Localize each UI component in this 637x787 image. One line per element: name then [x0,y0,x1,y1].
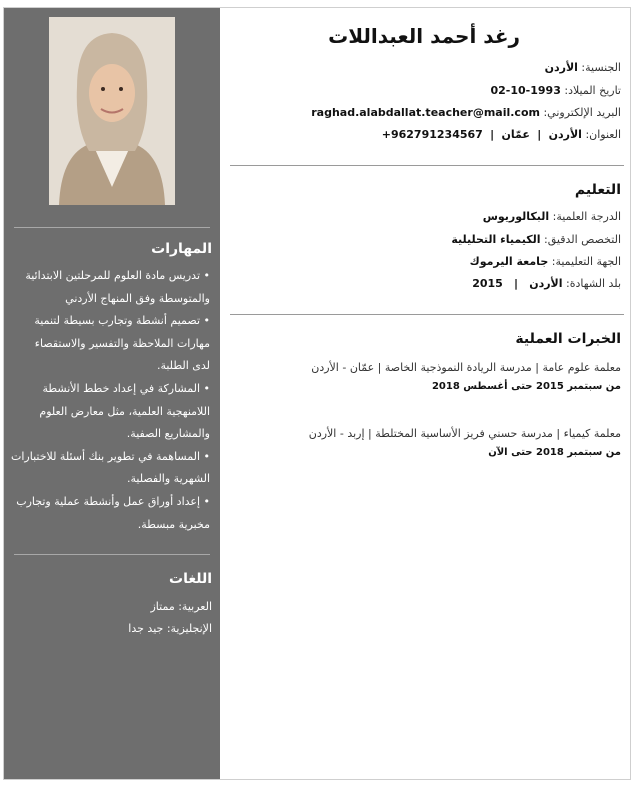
experience-date: من سبتمبر 2018 حتى الآن [488,447,621,458]
skill-item [10,491,210,536]
language-item: العربية: ممتاز [150,600,212,613]
institution-label: الجهة التعليمية: [551,255,621,268]
skill-line: الشهرية والفصلية. [127,472,210,486]
birth-label: تاريخ الميلاد: [564,84,621,97]
languages-title: اللغات [169,571,212,587]
experience-role: معلمة كيمياء | مدرسة حسني فريز الأساسية المختلطة | إربد - الأردن [308,427,621,440]
skill-line: • تدريس مادة العلوم للمرحلتين الابتدائية [25,269,210,282]
skill-line: والمتوسطة وفق المنهاج الأردني [65,291,210,305]
skill-item [10,446,210,491]
address-row: العنوان: الأردن | عمّان | +962791234567 [381,128,621,141]
sidebar [4,8,220,779]
skill-item [10,378,210,446]
degree-value: البكالوريوس [482,210,550,223]
certificate-country-label: بلد الشهادة: [566,277,621,290]
major-label: التخصص الدقيق: [544,233,621,246]
major-row [223,233,621,246]
degree-row [223,210,621,223]
skills-title: المهارات [151,241,212,257]
language-item: الإنجليزية: جيد جدا [128,622,212,635]
nationality-value: الأردن [544,61,578,74]
profile-photo-illustration [49,17,175,205]
skill-line: • المساهمة في تطوير بنك أسئلة للاختبارات [11,449,210,463]
skill-line: والمشاريع الصفية. [126,427,210,441]
birth-row [223,84,621,97]
skill-item [10,310,210,378]
birth-value: 1993-10-02 [490,84,561,97]
skill-line: مهارات الملاحظة والتفسير والاستقصاء [34,336,210,350]
experience-role: معلمة علوم عامة | مدرسة الريادة النموذجية الخاصة | عمّان - الأردن [311,361,621,374]
cv-page [3,7,631,780]
certificate-country-row: بلد الشهادة: الأردن | 2015 [472,277,621,290]
education-title: التعليم [574,182,621,198]
languages-list [12,596,212,640]
email-label: البريد الإلكتروني: [543,106,621,119]
address-country: الأردن [548,128,582,141]
email-row [223,106,621,119]
skill-line: اللامنهجية العلمية، مثل معارض العلوم [39,404,210,418]
address-label: العنوان: [585,128,621,141]
address-city: عمّان [501,128,530,141]
experience-title: الخبرات العملية [515,331,621,347]
degree-label: الدرجة العلمية: [552,210,621,223]
profile-photo [49,17,175,205]
sidebar-divider [14,554,210,555]
candidate-name: رغد أحمد العبداللات [328,24,520,48]
section-divider [230,165,624,166]
major-value: الكيمياء التحليلية [451,233,541,246]
section-divider [230,314,624,315]
skill-line: • تصميم أنشطة وتجارب بسيطة لتنمية [34,314,210,328]
skill-line: • المشاركة في إعداد خطط الأنشطة [42,381,210,395]
nationality-label: الجنسية: [581,61,621,74]
institution-value: جامعة اليرموك [469,255,549,268]
sidebar-divider [14,227,210,228]
institution-row [223,255,621,268]
email-value[interactable]: raghad.alabdallat.teacher@mail.com [311,106,540,119]
main-content [220,8,630,779]
nationality-row [223,61,621,74]
skills-list [10,265,210,536]
skill-item [10,265,210,310]
phone-value: +962791234567 [381,128,483,141]
certificate-country-value: الأردن [529,277,563,290]
skill-line: لدى الطلبة. [156,359,210,373]
experience-date: من سبتمبر 2015 حتى أغسطس 2018 [431,381,621,392]
graduation-year: 2015 [472,277,503,290]
skill-line: • إعداد أوراق عمل وأنشطة عملية وتجارب [16,494,210,508]
skill-line: مخبرية مبسطة. [137,517,210,531]
